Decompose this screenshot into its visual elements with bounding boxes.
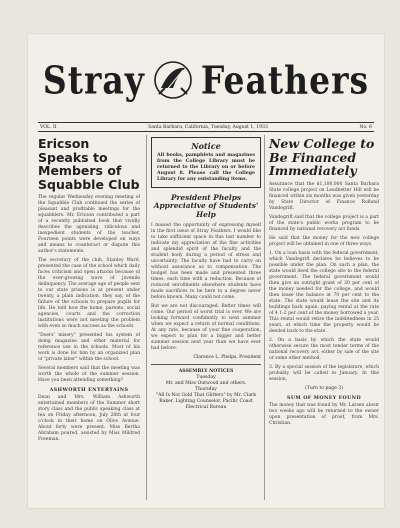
article-paragraph: The money that was found by Mr. Larsen about two weeks ago will be returned to the owner upon presentation of proof, from Mrs. Christian. [269, 402, 379, 426]
subhead-ashworth: ASHWORTH ENTERTAINS [49, 387, 129, 393]
feather-crest-icon [151, 58, 195, 102]
subhead-money-found: SUM OF MONEY FOUND [286, 394, 362, 401]
masthead-title-left: Stray [42, 57, 145, 103]
assembly-day: Tuesday [196, 375, 216, 381]
place-date: Santa Barbara, California, Tuesday, August 1, 1933 [148, 124, 268, 130]
continued-note: (Turn to page 3) [304, 385, 343, 391]
masthead-title-right: Feathers [200, 57, 370, 103]
article-paragraph: Vandegrift said that the college project is a part of the state's public works program to be financed by national recovery act funds. [269, 214, 379, 232]
article-paragraph: Several members said that the meeting was worth the whole of the summer session. Have you been attending something? [38, 366, 140, 383]
notice-text: All books, pamphlets and magazines from the College Library must be returned to the Library on or before August 8. Please call the College Library for any outstanding items. [157, 153, 255, 182]
issue-number: No. 6 [359, 124, 372, 130]
assembly-item: Mr. and Miss Outwood and others. [165, 381, 247, 387]
signature: Clarence L. Phelps, President [193, 355, 261, 361]
column-2 [146, 135, 261, 500]
article-paragraph: He said that the money for the new college project will be obtained in one of three ways. [269, 235, 379, 247]
headline-ericson: Ericson Speaks to Members of Squabble Club [38, 136, 140, 192]
article-paragraph: But we are not discouraged. Better times will come. Our period of worst trial is over. We are looking forward confidently to next summer when we expect a return of normal conditions. At any rate, because of your fine cooperation, we expect to plan for a bigger and better summer session next year than we have ever had before. [151, 304, 261, 352]
article-paragraph: The regular Wednesday evening meeting of the Squabble Club continued the series of pleasant and profitable meetings for the squabblers. Mr. Ericson contributed a part of a recently published book that vividly describes the agonizing, ridiculous and inexpedient students of the teacher. Fourteen points were developed on ways and means to counteract or dispute this author's statements. [38, 195, 140, 254]
headline-new-college: New College to Be Financed Immediately [269, 136, 375, 178]
notice-title: Notice [191, 141, 221, 151]
assembly-item: "All Is Not Gold That Glitters" by Mr. Clark Baker, Lighting Counselor, Pacific Coast Electrical Bureau [155, 393, 257, 411]
article-paragraph: Dean and Mrs. William Ashworth entertained members of the Summer short story class and the public speaking class at tea on Friday afternoon, July 28th at four o'clock in their home on Olive Avenue. About forty were present. Miss Bertha Abraham poured, assisted by Miss Mildred Freeman. [38, 395, 140, 442]
assembly-title: ASSEMBLY NOTICES [178, 369, 234, 375]
article-paragraph: "Doers' misery" presented his system of doing magazine and other material for reference use in the schools. Most of his work is done for him by an organized plan of "private labor" within the school. [38, 333, 140, 362]
masthead [28, 56, 384, 104]
assembly-day: Thursday [195, 387, 217, 393]
dateline [38, 122, 374, 132]
newspaper-page [28, 34, 384, 508]
article-paragraph: I missed the opportunity of expressing myself in the first issue of Stray Feathers. I would like to take sufficient space in this last number to indicate my appreciation of the fine activities and splendid spirit of the faculty and the student body during a period of stress and uncertainty. The faculty have had to carry on without assurance as to compensation. The budget has been made and presented three times, each time with a reduction. Because of reduced enrollments elsewhere students have made sacrifices to be here to a degree never before known. Many could not come. [151, 223, 261, 301]
article-paragraph: The secretary of the club, Stanley Ward, presented the case of the school which daily faces criticism and open attacks because of the ever-growing wave of juvenile delinquency. The average age of people sent to our state prisons is at present under twenty, a plain indication, they say, of the failure of the schools to prepare pupils for life. He told how the home, parents, social agencies, courts and the correction institutions were not meeting the problem with even so much success as the schools. [38, 258, 140, 329]
article-paragraph: 3. By a special session of the legislature, which probably will be called in January. In this session, [269, 364, 379, 382]
headline-phelps: President Phelps Appreciative of Students' Help [153, 193, 259, 219]
article-paragraph: Assurance that the $1,100,000 Santa Barbara State college project on Leadbetter Hill will be financed within six months was given yesterday by State Director of Finance Rolland Vandegrift. [269, 181, 379, 211]
article-paragraph: 1. On a loan basis with the federal government, which Vandegrift declares he believes to be possible under the plan. On such a plan, the state would deed the college site to the federal government. The federal government would then give an outright grant of 30 per cent of the money needed for the college, and would then lease the balance at 70 per cent to the state. The state would lease the site and its buildings back again, paying rental at the rate of 4 1-2 per cent of the money borrowed a year. This rental would retire the indebtedness in 25 years, at which time the property would be deeded back to the state. [269, 250, 379, 334]
volume-label: VOL. II [40, 124, 57, 130]
article-paragraph: 2. On a basis by which the state would otherwise secure the most tender terms of the national recovery act, either by sale of the site or some other method. [269, 337, 379, 361]
column-1 [38, 135, 140, 500]
column-3 [264, 135, 379, 500]
notice-box [151, 137, 261, 188]
divider [151, 364, 261, 365]
